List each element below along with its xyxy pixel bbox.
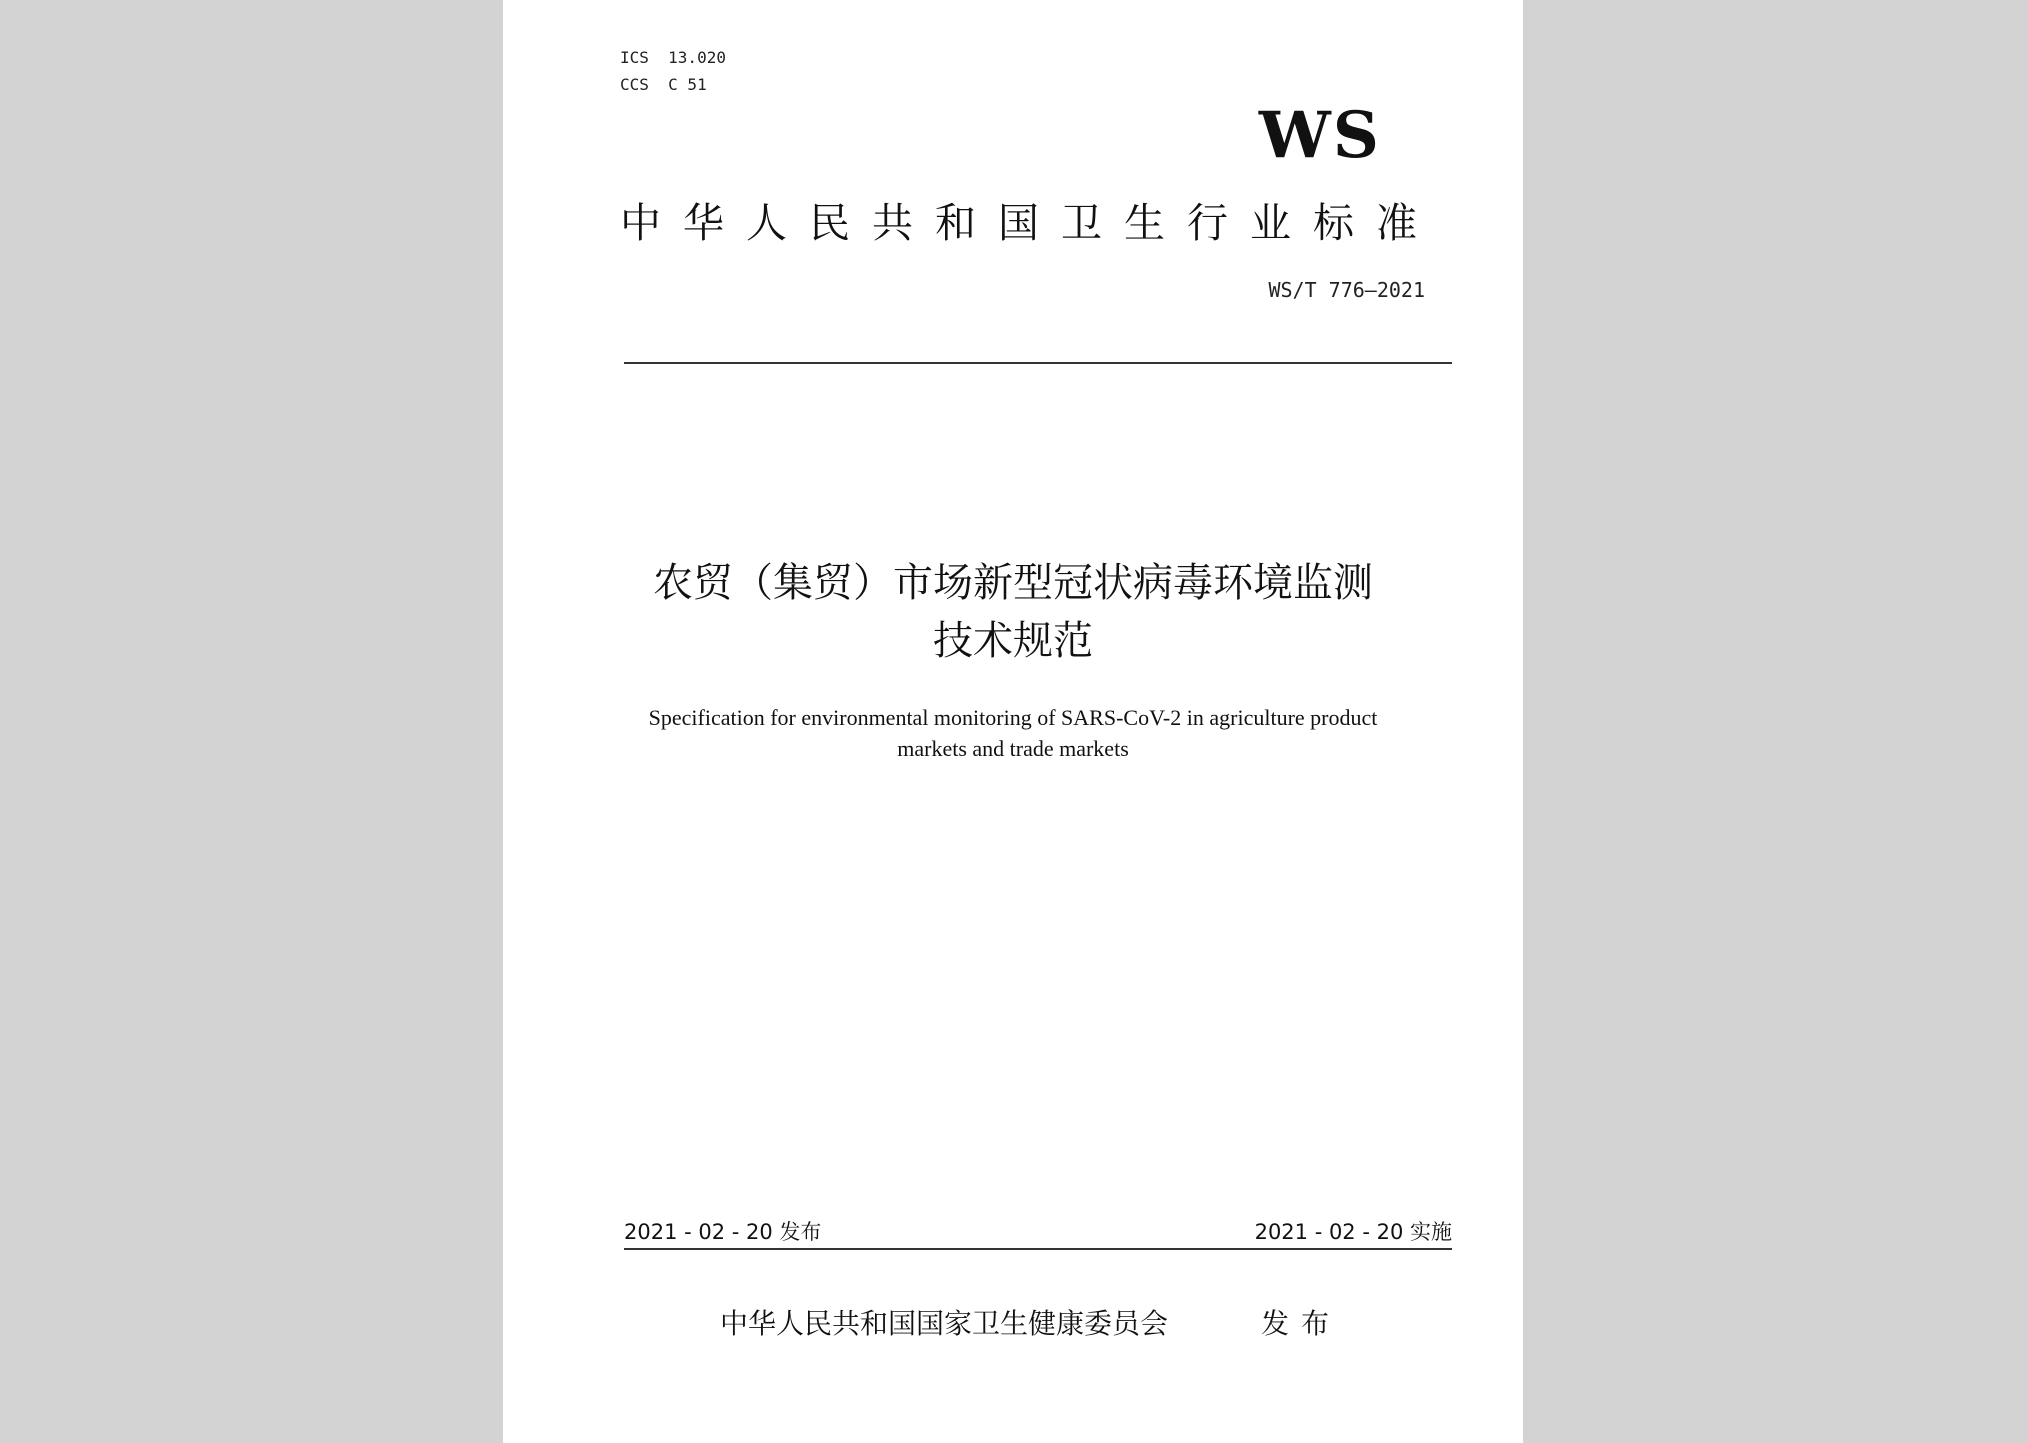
document-page bbox=[503, 0, 1523, 1443]
standard-type-heading: 中华人民共和国卫生行业标准 bbox=[620, 199, 1439, 247]
ccs-code: CCS C 51 bbox=[620, 75, 707, 94]
issue-date: 2021 - 02 - 20 发布 bbox=[624, 1220, 822, 1244]
title-en-line-1: Specification for environmental monitoring of SARS-CoV-2 in agriculture product bbox=[648, 705, 1378, 730]
top-divider bbox=[624, 362, 1452, 364]
issuing-action: 发布 bbox=[1261, 1307, 1342, 1340]
title-cn-line-1: 农贸（集贸）市场新型冠状病毒环境监测 bbox=[653, 560, 1373, 606]
bottom-divider bbox=[624, 1248, 1452, 1250]
title-en-line-2: markets and trade markets bbox=[897, 736, 1129, 761]
implementation-date: 2021 - 02 - 20 实施 bbox=[1254, 1220, 1452, 1244]
ics-code: ICS 13.020 bbox=[620, 48, 726, 67]
ws-logo-mark: WS bbox=[1258, 98, 1381, 173]
issuing-authority: 中华人民共和国国家卫生健康委员会 bbox=[720, 1307, 1169, 1340]
standard-number: WS/T 776—2021 bbox=[1268, 278, 1425, 302]
title-cn-line-2: 技术规范 bbox=[933, 618, 1093, 664]
